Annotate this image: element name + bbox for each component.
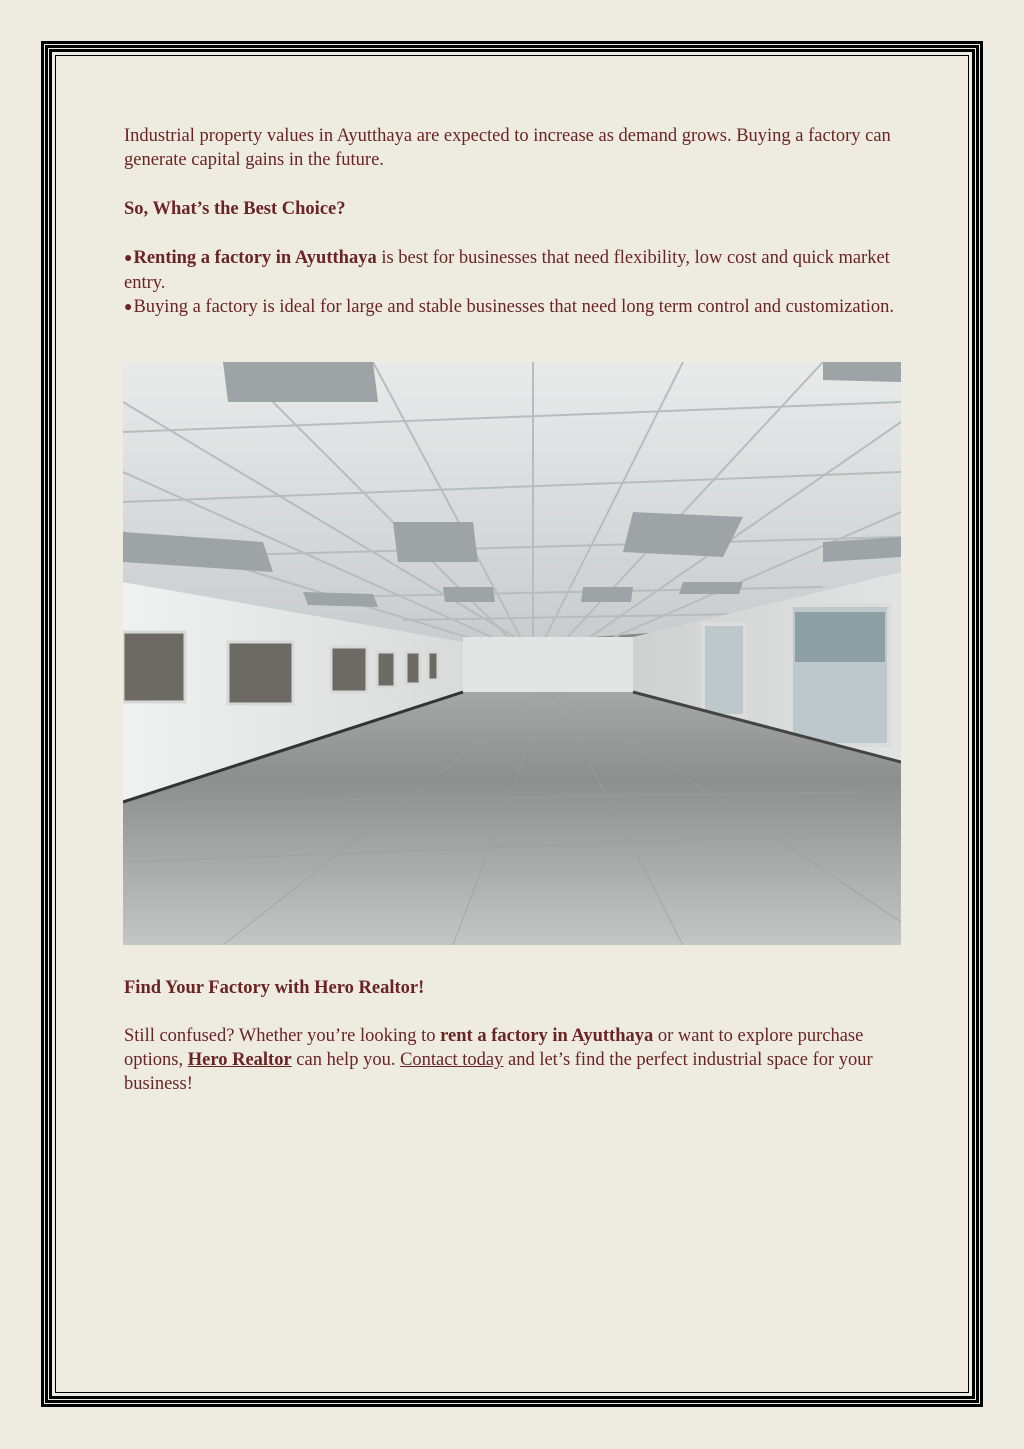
bullet-buying	[124, 295, 904, 320]
contact-paragraph	[124, 1024, 904, 1096]
best-choice-heading: So, What’s the Best Choice?	[124, 199, 346, 219]
bullet-renting-bold: Renting a factory in Ayutthaya	[133, 248, 377, 268]
factory-interior-photo	[123, 362, 901, 945]
bullet-renting	[124, 246, 904, 295]
contact-text-1: Still confused? Whether you’re looking to	[124, 1026, 441, 1046]
find-factory-heading: Find Your Factory with Hero Realtor!	[124, 978, 425, 998]
intro-paragraph: Industrial property values in Ayutthaya are expected to increase as demand grows. Buying a factory can generate capital gains in the future.	[124, 126, 891, 170]
hero-realtor-link[interactable]	[188, 1050, 292, 1070]
bullet-dot-icon: ●	[124, 300, 133, 315]
bullet-buying-text: Buying a factory is ideal for large and stable businesses that need long term control and customization.	[133, 297, 894, 317]
contact-text-3: can help you.	[291, 1050, 401, 1070]
contact-text-2: or want to explore purchase options,	[124, 1026, 864, 1070]
document-body	[124, 124, 904, 320]
bullet-dot-icon: ●	[124, 251, 133, 266]
contact-text-4: and let’s find the perfect industrial space for your business!	[124, 1050, 873, 1094]
hero-realtor-link-text: Hero Realtor	[187, 1050, 292, 1070]
contact-today-link[interactable]: Contact today	[400, 1050, 504, 1070]
bullet-renting-text: is best for businesses that need flexibility, low cost and quick market entry.	[124, 248, 890, 293]
contact-bold-rent: rent a factory in Ayutthaya	[440, 1026, 654, 1046]
choice-bullet-list	[124, 246, 904, 320]
